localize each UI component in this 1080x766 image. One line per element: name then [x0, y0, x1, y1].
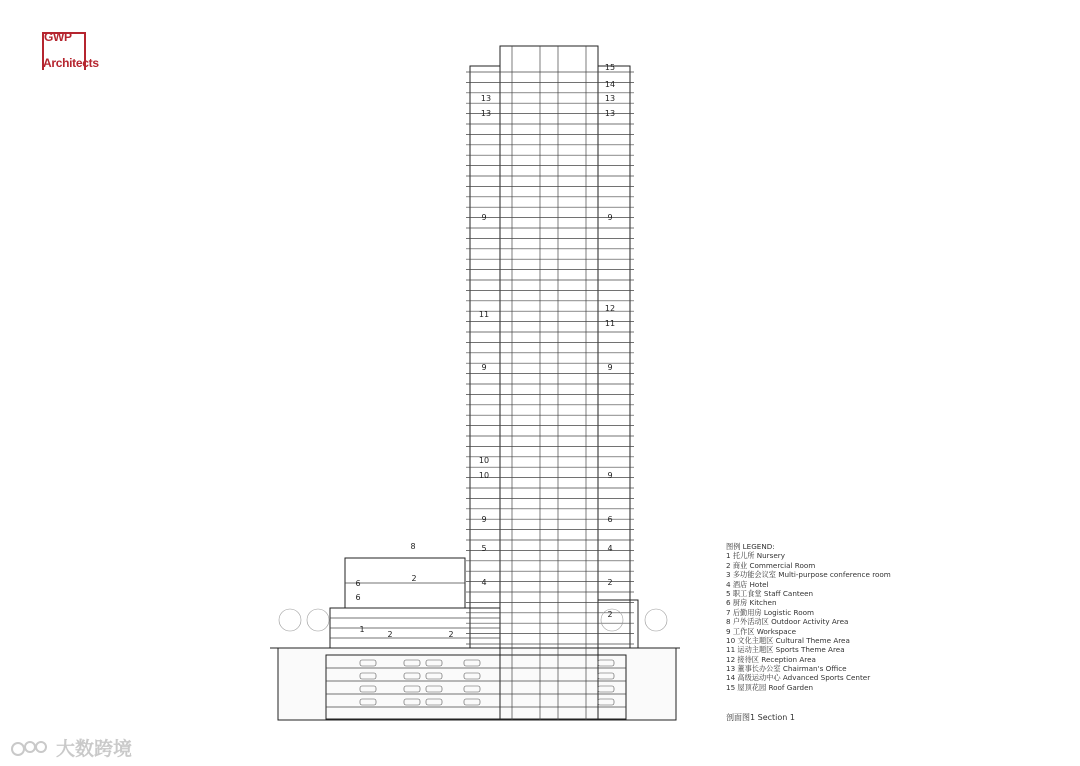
logo-text-gwp: GWP [44, 30, 72, 44]
legend-item: 7 后勤用房 Logistic Room [726, 607, 814, 617]
legend-item: 6 厨房 Kitchen [726, 598, 777, 608]
room-label: 2 [607, 610, 613, 619]
room-label: 14 [604, 80, 616, 89]
tree-symbol [307, 609, 329, 631]
room-label: 4 [481, 578, 487, 587]
tree-symbol [279, 609, 301, 631]
legend-item: 2 商业 Commercial Room [726, 560, 816, 570]
legend-item: 3 多功能会议室 Multi-purpose conference room [726, 570, 891, 580]
section-caption: 剖面图1 Section 1 [726, 713, 795, 722]
room-label: 10 [478, 456, 490, 465]
logo-text-architects: Architects [43, 56, 99, 70]
legend-item: 13 董事长办公室 Chairman's Office [726, 664, 847, 674]
room-label: 9 [607, 471, 613, 480]
legend-item: 11 运动主题区 Sports Theme Area [726, 645, 845, 655]
room-label: 15 [604, 63, 616, 72]
room-label: 10 [478, 471, 490, 480]
legend-item: 4 酒店 Hotel [726, 579, 769, 589]
room-label: 13 [604, 94, 616, 103]
legend-item: 15 屋顶花园 Roof Garden [726, 682, 814, 692]
legend-item: 12 接待区 Reception Area [726, 654, 816, 664]
legend-item: 14 高级运动中心 Advanced Sports Center [726, 673, 871, 683]
room-label: 1 [359, 625, 365, 634]
room-label: 9 [481, 213, 487, 222]
room-label: 13 [480, 109, 492, 118]
room-label: 9 [481, 363, 487, 372]
room-label: 4 [607, 544, 613, 553]
room-label: 2 [448, 630, 454, 639]
legend-title: 图例 LEGEND: [726, 542, 775, 551]
legend-item: 5 职工食堂 Staff Canteen [726, 588, 814, 598]
room-label: 9 [607, 213, 613, 222]
room-label: 6 [607, 515, 613, 524]
room-label: 6 [355, 579, 361, 588]
room-label: 2 [607, 578, 613, 587]
room-label: 2 [387, 630, 393, 639]
right-podium-block [598, 600, 638, 648]
room-label: 11 [604, 319, 616, 328]
room-label: 12 [604, 304, 616, 313]
room-label: 5 [481, 544, 487, 553]
legend-item: 8 户外活动区 Outdoor Activity Area [726, 617, 849, 627]
room-label: 2 [411, 574, 417, 583]
legend-item: 1 托儿所 Nursery [726, 551, 785, 561]
room-label: 11 [478, 310, 490, 319]
room-label: 6 [355, 593, 361, 602]
watermark-text: 大数跨境 [56, 738, 133, 760]
tower-core [500, 46, 598, 720]
tree-symbol [645, 609, 667, 631]
room-label: 13 [604, 109, 616, 118]
legend [726, 542, 891, 692]
room-label: 13 [480, 94, 492, 103]
room-label: 9 [607, 363, 613, 372]
ground-zone [278, 648, 676, 720]
room-label: 8 [410, 542, 416, 551]
watermark-logo-icon [10, 738, 50, 758]
room-label: 9 [481, 515, 487, 524]
legend-item: 10 文化主题区 Cultural Theme Area [726, 635, 850, 645]
legend-item: 9 工作区 Workspace [726, 626, 796, 636]
watermark [10, 734, 132, 761]
